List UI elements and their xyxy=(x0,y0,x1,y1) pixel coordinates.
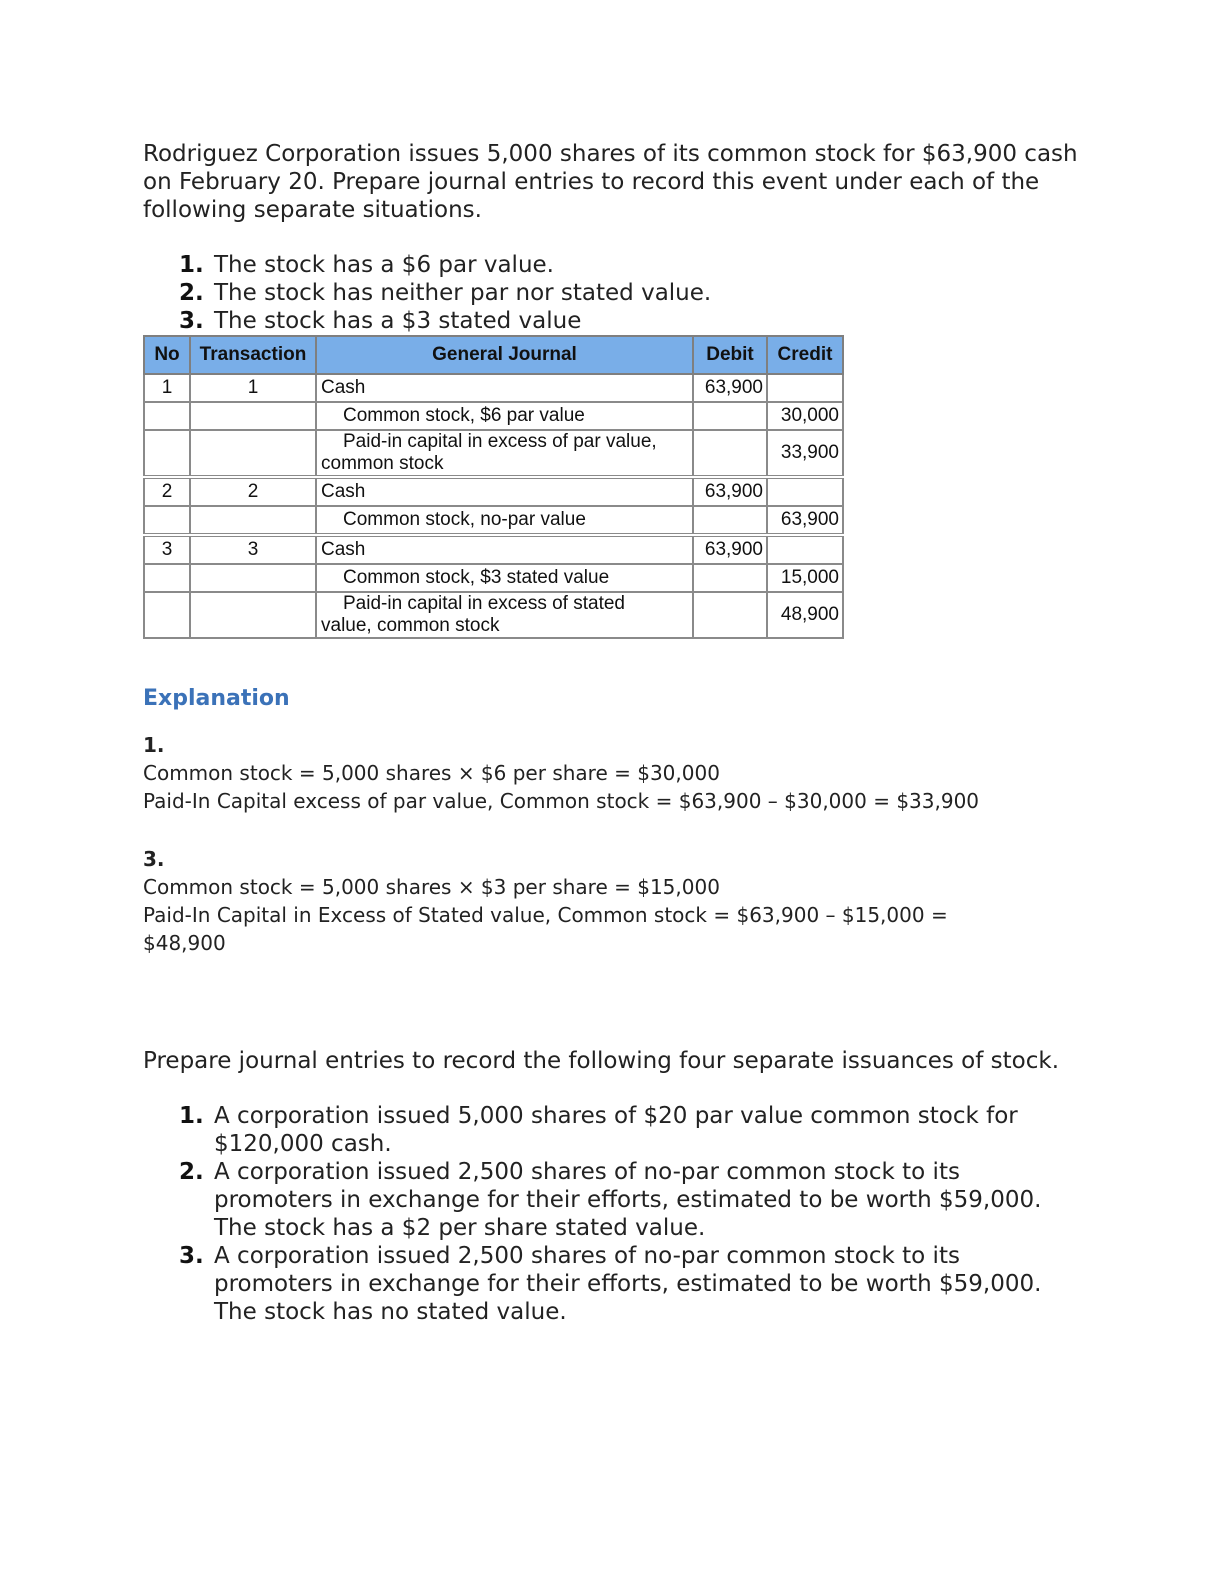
table-row: Common stock, no-par value 63,900 xyxy=(144,506,843,535)
list-item: 2. A corporation issued 2,500 shares of no-par common stock to its promoters in exchange for their efforts, estimated to be worth $59,000. The stock has a $2 per share stated value. xyxy=(179,1159,1042,1241)
header-debit: Debit xyxy=(693,336,767,374)
table-row: Common stock, $6 par value 30,000 xyxy=(144,402,843,430)
table-row: 2 2 Cash 63,900 xyxy=(144,477,843,506)
table-row: 1 1 Cash 63,900 xyxy=(144,374,843,402)
explanation-heading: Explanation xyxy=(143,686,290,711)
table-row: 3 3 Cash 63,900 xyxy=(144,535,843,564)
list-item: 1. The stock has a $6 par value. xyxy=(179,252,554,278)
explanation-section-number: 3. xyxy=(143,847,165,871)
general-journal-table xyxy=(143,335,844,639)
header-credit: Credit xyxy=(767,336,843,374)
explanation-line: Common stock = 5,000 shares × $3 per share = $15,000 xyxy=(143,875,720,899)
explanation-line: Paid-In Capital in Excess of Stated value, Common stock = $63,900 – $15,000 = xyxy=(143,903,948,927)
header-no: No xyxy=(144,336,190,374)
list-item: 3. A corporation issued 2,500 shares of no-par common stock to its promoters in exchange for their efforts, estimated to be worth $59,000. The stock has no stated value. xyxy=(179,1243,1042,1325)
explanation-line: Common stock = 5,000 shares × $6 per share = $30,000 xyxy=(143,761,720,785)
table-row: Common stock, $3 stated value 15,000 xyxy=(144,564,843,592)
header-transaction: Transaction xyxy=(190,336,316,374)
explanation-line: Paid-In Capital excess of par value, Common stock = $63,900 – $30,000 = $33,900 xyxy=(143,789,980,813)
explanation-line: $48,900 xyxy=(143,931,226,955)
table-header-row xyxy=(144,336,843,374)
table-row: Paid-in capital in excess of par value, common stock 33,900 xyxy=(144,430,843,477)
issuance-list xyxy=(143,1102,1083,1326)
problem-intro: Rodriguez Corporation issues 5,000 shares of its common stock for $63,900 cash on February 20. Prepare journal entries to record this event under each of the following separate situations. xyxy=(143,141,1078,223)
document-page xyxy=(143,140,1083,1326)
explanation-section-number: 1. xyxy=(143,733,165,757)
problem-intro-2: Prepare journal entries to record the following four separate issuances of stock. xyxy=(143,1048,1060,1074)
list-item: 1. A corporation issued 5,000 shares of $20 par value common stock for $120,000 cash. xyxy=(179,1103,1018,1157)
list-item: 2. The stock has neither par nor stated value. xyxy=(179,280,712,306)
situation-list xyxy=(143,251,1083,335)
table-row: Paid-in capital in excess of stated value, common stock 48,900 xyxy=(144,592,843,638)
header-general-journal: General Journal xyxy=(316,336,693,374)
list-item: 3. The stock has a $3 stated value xyxy=(179,308,582,334)
